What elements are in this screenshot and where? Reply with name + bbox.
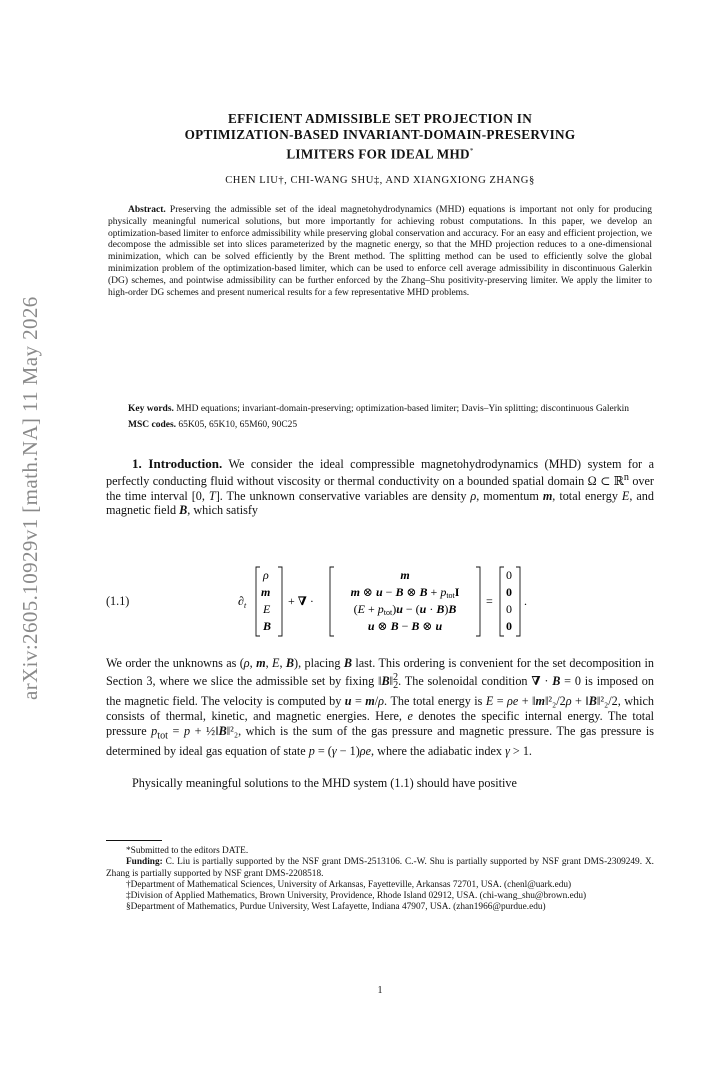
body-paragraph-physical: Physically meaningful solutions to the MHD system (1.1) should have positive [132, 776, 517, 790]
svg-text:0: 0 [506, 585, 512, 599]
svg-text:0: 0 [506, 568, 512, 582]
abstract [108, 205, 652, 299]
mhd-equation [238, 560, 618, 640]
footnote-funding [106, 857, 654, 880]
footnote-affiliation-shu: ‡Division of Applied Mathematics, Brown University, Providence, Rhode Island 02912, USA. (chi-wang_shu@brown.edu) [126, 891, 587, 902]
funding-label: Funding: [126, 857, 163, 868]
title-line-2: OPTIMIZATION-BASED INVARIANT-DOMAIN-PRESERVING [184, 127, 576, 142]
footnote-rule [106, 840, 162, 841]
svg-text:+ ∇ ·: + ∇ · [288, 594, 314, 608]
keywords-text: MHD equations; invariant-domain-preserving; optimization-based limiter; Davis–Yin splitting; discontinuous Galerkin [176, 404, 630, 414]
abstract-label: Abstract. [128, 205, 166, 215]
msc-codes [108, 419, 652, 431]
svg-text:=: = [486, 594, 493, 608]
author-list: CHEN LIU†, CHI-WANG SHU‡, AND XIANGXIONG ZHANG§ [225, 175, 535, 186]
abstract-text: Preserving the admissible set of the ideal magnetohydrodynamics (MHD) equations is important not only for producing physically meaningful numerical solutions, but more importantly for achieving robust computations. In this paper, we develop an optimization-based limiter to enforce admissibility while preserving global conservation and accuracy. For an easy and efficient projection, we decompose the admissible set into slices parameterized by the magnetic energy, so that the MHD projection reduces to a one-dimensional minimization, which can be solved efficiently by the Brent method. The splitting method can be used to efficiently solve the global minimization problem of the optimization-based limiter, which can be used to enforce cell average admissibility in discontinuous Galerkin (DG) schemes, and pointwise admissibility can be further enforced by the Zhang–Shu positivity-preserving limiter. We apply the limiter to high-order DG schemes and present numerical results for a few representative MHD problems. [108, 205, 653, 298]
equation-label: (1.1) [106, 594, 130, 608]
title-line-3-text: LIMITERS FOR IDEAL MHD [286, 146, 470, 162]
funding-text: C. Liu is partially supported by the NSF grant DMS-2513106. C.-W. Shu is partially supported by NSF grant DMS-2309249. X. Zhang is partially supported by NSF grant DMS-2208518. [106, 857, 654, 879]
paper-title [106, 111, 654, 162]
arxiv-identifier: arXiv:2605.10929v1 [math.NA] 11 May 2026 [18, 296, 42, 700]
title-footnote-mark: * [469, 147, 474, 155]
svg-text:0: 0 [506, 602, 512, 616]
svg-text:m: m [261, 585, 271, 599]
svg-text:E: E [263, 602, 271, 616]
body-paragraph-ordering: We order the unknowns as (ρ, m, E, B), placing B last. This ordering is convenient for the set decomposition in Section 3, where we slice the admissible set by fixing ‖B‖$^2_2$. The solenoidal condition ∇ · B = 0 is imposed on the magnetic field. The velocity is computed by u = m/ρ. The total energy is E = ρe + ‖m‖²₂/2ρ + ‖B‖²₂/2, which consists of thermal, kinetic, and magnetic energies. Here, e denotes the specific internal energy. The total pressure $p_{tot} = p$ + ½‖B‖²₂, which is the sum of the gas pressure and magnetic pressure. The gas pressure is determined by ideal gas equation of state p = (γ − 1)ρe, where the adiabatic index γ > 1. [106, 656, 655, 759]
title-line-3 [106, 143, 654, 162]
keywords-label: Key words. [128, 404, 174, 414]
svg-text:B: B [263, 619, 272, 633]
footnotes [106, 846, 654, 914]
svg-text:0: 0 [506, 619, 512, 633]
section-heading: 1. Introduction. [132, 456, 223, 471]
svg-text:ρ: ρ [263, 568, 269, 582]
svg-text:u ⊗ B − B ⊗ u: u ⊗ B − B ⊗ u [367, 619, 443, 633]
page-number: 1 [377, 985, 383, 996]
msc-text: 65K05, 65K10, 65M60, 90C25 [178, 420, 298, 430]
svg-text:m: m [400, 568, 410, 582]
keywords [108, 403, 652, 415]
svg-text:m ⊗ u − B ⊗ B + ptotI: m ⊗ u − B ⊗ B + ptotI [350, 585, 460, 600]
introduction-paragraph: 1. Introduction. We consider the ideal compressible magnetohydrodynamics (MHD) system for a perfectly conducting fluid without viscosity or thermal conductivity on a bounded spatial domain Ω ⊂ ℝ$^n$ over the time interval [0, T]. The unknown conservative variables are density ρ, momentum m, total energy E, and magnetic field B, which satisfy [106, 456, 654, 517]
title-line-1: EFFICIENT ADMISSIBLE SET PROJECTION IN [227, 111, 533, 126]
msc-label: MSC codes. [128, 420, 177, 430]
footnote-affiliation-liu: †Department of Mathematical Sciences, University of Arkansas, Fayetteville, Arkansas 72701, USA. (chenl@uark.edu) [126, 879, 572, 890]
footnote-affiliation-zhang: §Department of Mathematics, Purdue University, West Lafayette, Indiana 47907, USA. (zhan1966@purdue.edu) [126, 902, 546, 913]
svg-text:.: . [524, 594, 527, 608]
footnote-submitted: *Submitted to the editors DATE. [126, 846, 249, 856]
svg-text:(E + ptot)u − (u · B)B: (E + ptot)u − (u · B)B [353, 602, 457, 617]
svg-text:∂t: $\partial_t$ [238, 594, 247, 610]
